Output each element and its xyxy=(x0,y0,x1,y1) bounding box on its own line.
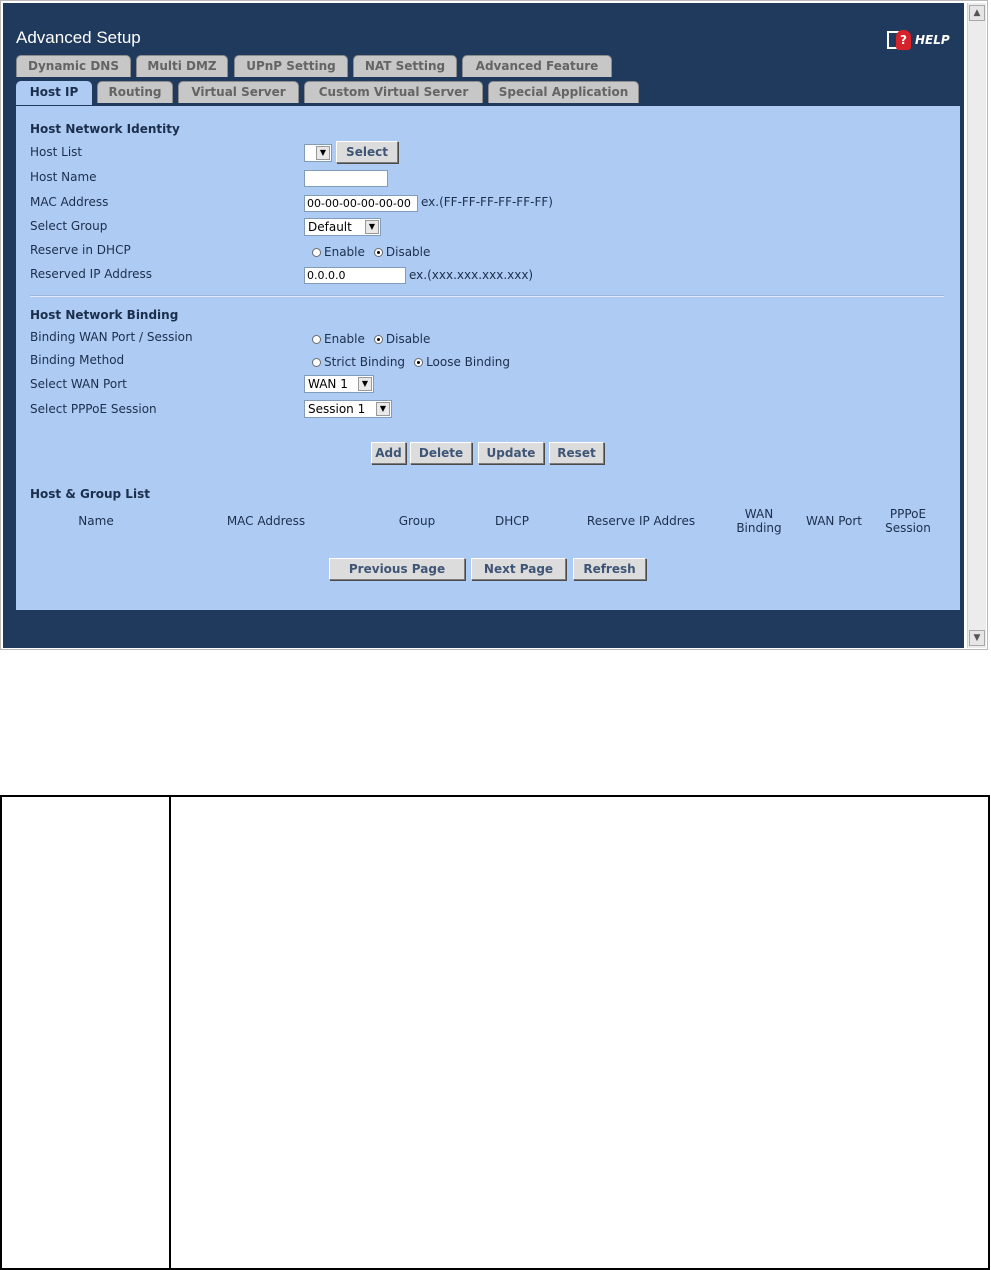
next-page-button[interactable]: Next Page xyxy=(471,558,566,580)
tab-nat-setting[interactable]: NAT Setting xyxy=(353,55,457,77)
col-wan-binding-line1: WAN xyxy=(744,507,774,521)
document-table-divider xyxy=(169,795,171,1270)
col-pppoe-session xyxy=(878,507,938,535)
loose-binding-radio[interactable] xyxy=(414,358,423,367)
page-title: Advanced Setup xyxy=(16,28,141,47)
binding-disable-label: Disable xyxy=(385,332,431,346)
binding-enable-label: Enable xyxy=(324,332,365,346)
binding-enable-radio[interactable] xyxy=(312,335,321,344)
pppoe-value: Session 1 xyxy=(308,402,366,416)
select-wan-port-dropdown[interactable] xyxy=(304,375,374,393)
help-button[interactable] xyxy=(887,28,950,52)
strict-binding-radio[interactable] xyxy=(312,358,321,367)
strict-binding-label: Strict Binding xyxy=(324,355,406,369)
chevron-down-icon: ▼ xyxy=(365,220,379,234)
reserve-disable-label: Disable xyxy=(385,245,431,259)
binding-method-label: Binding Method xyxy=(30,353,125,367)
select-group-label: Select Group xyxy=(30,219,108,233)
reset-button[interactable]: Reset xyxy=(549,442,604,464)
host-list-label: Host List xyxy=(30,145,83,159)
chevron-down-icon: ▼ xyxy=(316,146,330,160)
delete-button[interactable]: Delete xyxy=(410,442,472,464)
reserve-enable-radio[interactable] xyxy=(312,248,321,257)
select-group-value: Default xyxy=(308,220,352,234)
tab-upnp-setting[interactable]: UPnP Setting xyxy=(234,55,348,77)
select-pppoe-dropdown[interactable] xyxy=(304,400,392,418)
mac-address-label: MAC Address xyxy=(30,195,109,209)
col-wan-binding-line2: Binding xyxy=(736,521,782,535)
mac-address-input[interactable]: 00-00-00-00-00-00 xyxy=(304,195,418,212)
help-label: HELP xyxy=(915,33,950,47)
tab-dynamic-dns[interactable]: Dynamic DNS xyxy=(16,55,131,77)
col-dhcp: DHCP xyxy=(495,514,529,528)
reserve-in-dhcp-radios xyxy=(312,245,439,259)
help-icon: ? xyxy=(887,31,901,49)
refresh-button[interactable]: Refresh xyxy=(573,558,646,580)
previous-page-button[interactable]: Previous Page xyxy=(329,558,465,580)
col-wan-binding xyxy=(729,507,789,535)
reserve-in-dhcp-label: Reserve in DHCP xyxy=(30,243,131,257)
select-group-dropdown[interactable] xyxy=(304,218,381,236)
update-button[interactable]: Update xyxy=(478,442,544,464)
binding-wan-label: Binding WAN Port / Session xyxy=(30,330,193,344)
document-table xyxy=(0,795,990,1270)
col-pppoe-line2: Session xyxy=(885,521,931,535)
col-wan-port: WAN Port xyxy=(806,514,862,528)
host-name-input[interactable] xyxy=(304,170,388,187)
col-group: Group xyxy=(398,514,436,528)
host-ip-panel xyxy=(16,106,960,610)
tab-host-ip[interactable]: Host IP xyxy=(16,81,92,105)
scroll-down-icon[interactable]: ▼ xyxy=(969,630,985,646)
reserved-ip-label: Reserved IP Address xyxy=(30,267,153,281)
col-pppoe-line1: PPPoE xyxy=(889,507,927,521)
tab-routing[interactable]: Routing xyxy=(97,81,173,103)
binding-wan-radios xyxy=(312,332,439,346)
add-button[interactable]: Add xyxy=(371,442,406,464)
tab-virtual-server[interactable]: Virtual Server xyxy=(178,81,299,103)
scroll-up-icon[interactable]: ▲ xyxy=(969,5,985,21)
app-window xyxy=(3,3,964,648)
host-group-list-title: Host & Group List xyxy=(30,487,150,501)
chevron-down-icon: ▼ xyxy=(358,377,372,391)
host-list-select[interactable] xyxy=(304,144,332,162)
tab-special-application[interactable]: Special Application xyxy=(488,81,639,103)
host-network-identity-title: Host Network Identity xyxy=(30,122,180,136)
wan-port-value: WAN 1 xyxy=(308,377,348,391)
host-network-binding-title: Host Network Binding xyxy=(30,308,179,322)
section-divider xyxy=(30,295,944,297)
select-wan-port-label: Select WAN Port xyxy=(30,377,127,391)
tab-advanced-feature[interactable]: Advanced Feature xyxy=(462,55,612,77)
mac-address-hint: ex.(FF-FF-FF-FF-FF-FF) xyxy=(421,195,553,209)
binding-method-radios xyxy=(312,355,519,369)
reserve-enable-label: Enable xyxy=(324,245,365,259)
select-button[interactable]: Select xyxy=(336,141,398,163)
tab-custom-virtual-server[interactable]: Custom Virtual Server xyxy=(304,81,483,103)
vertical-scrollbar[interactable] xyxy=(967,3,986,648)
reserve-disable-radio[interactable] xyxy=(374,248,383,257)
col-reserve-ip: Reserve IP Addres xyxy=(586,514,696,528)
select-pppoe-label: Select PPPoE Session xyxy=(30,402,157,416)
reserved-ip-input[interactable]: 0.0.0.0 xyxy=(304,267,406,284)
tab-multi-dmz[interactable]: Multi DMZ xyxy=(136,55,228,77)
col-name: Name xyxy=(78,514,114,528)
chevron-down-icon: ▼ xyxy=(376,402,390,416)
binding-disable-radio[interactable] xyxy=(374,335,383,344)
col-mac-address: MAC Address xyxy=(226,514,306,528)
loose-binding-label: Loose Binding xyxy=(426,355,511,369)
host-name-label: Host Name xyxy=(30,170,97,184)
reserved-ip-hint: ex.(xxx.xxx.xxx.xxx) xyxy=(409,268,534,282)
